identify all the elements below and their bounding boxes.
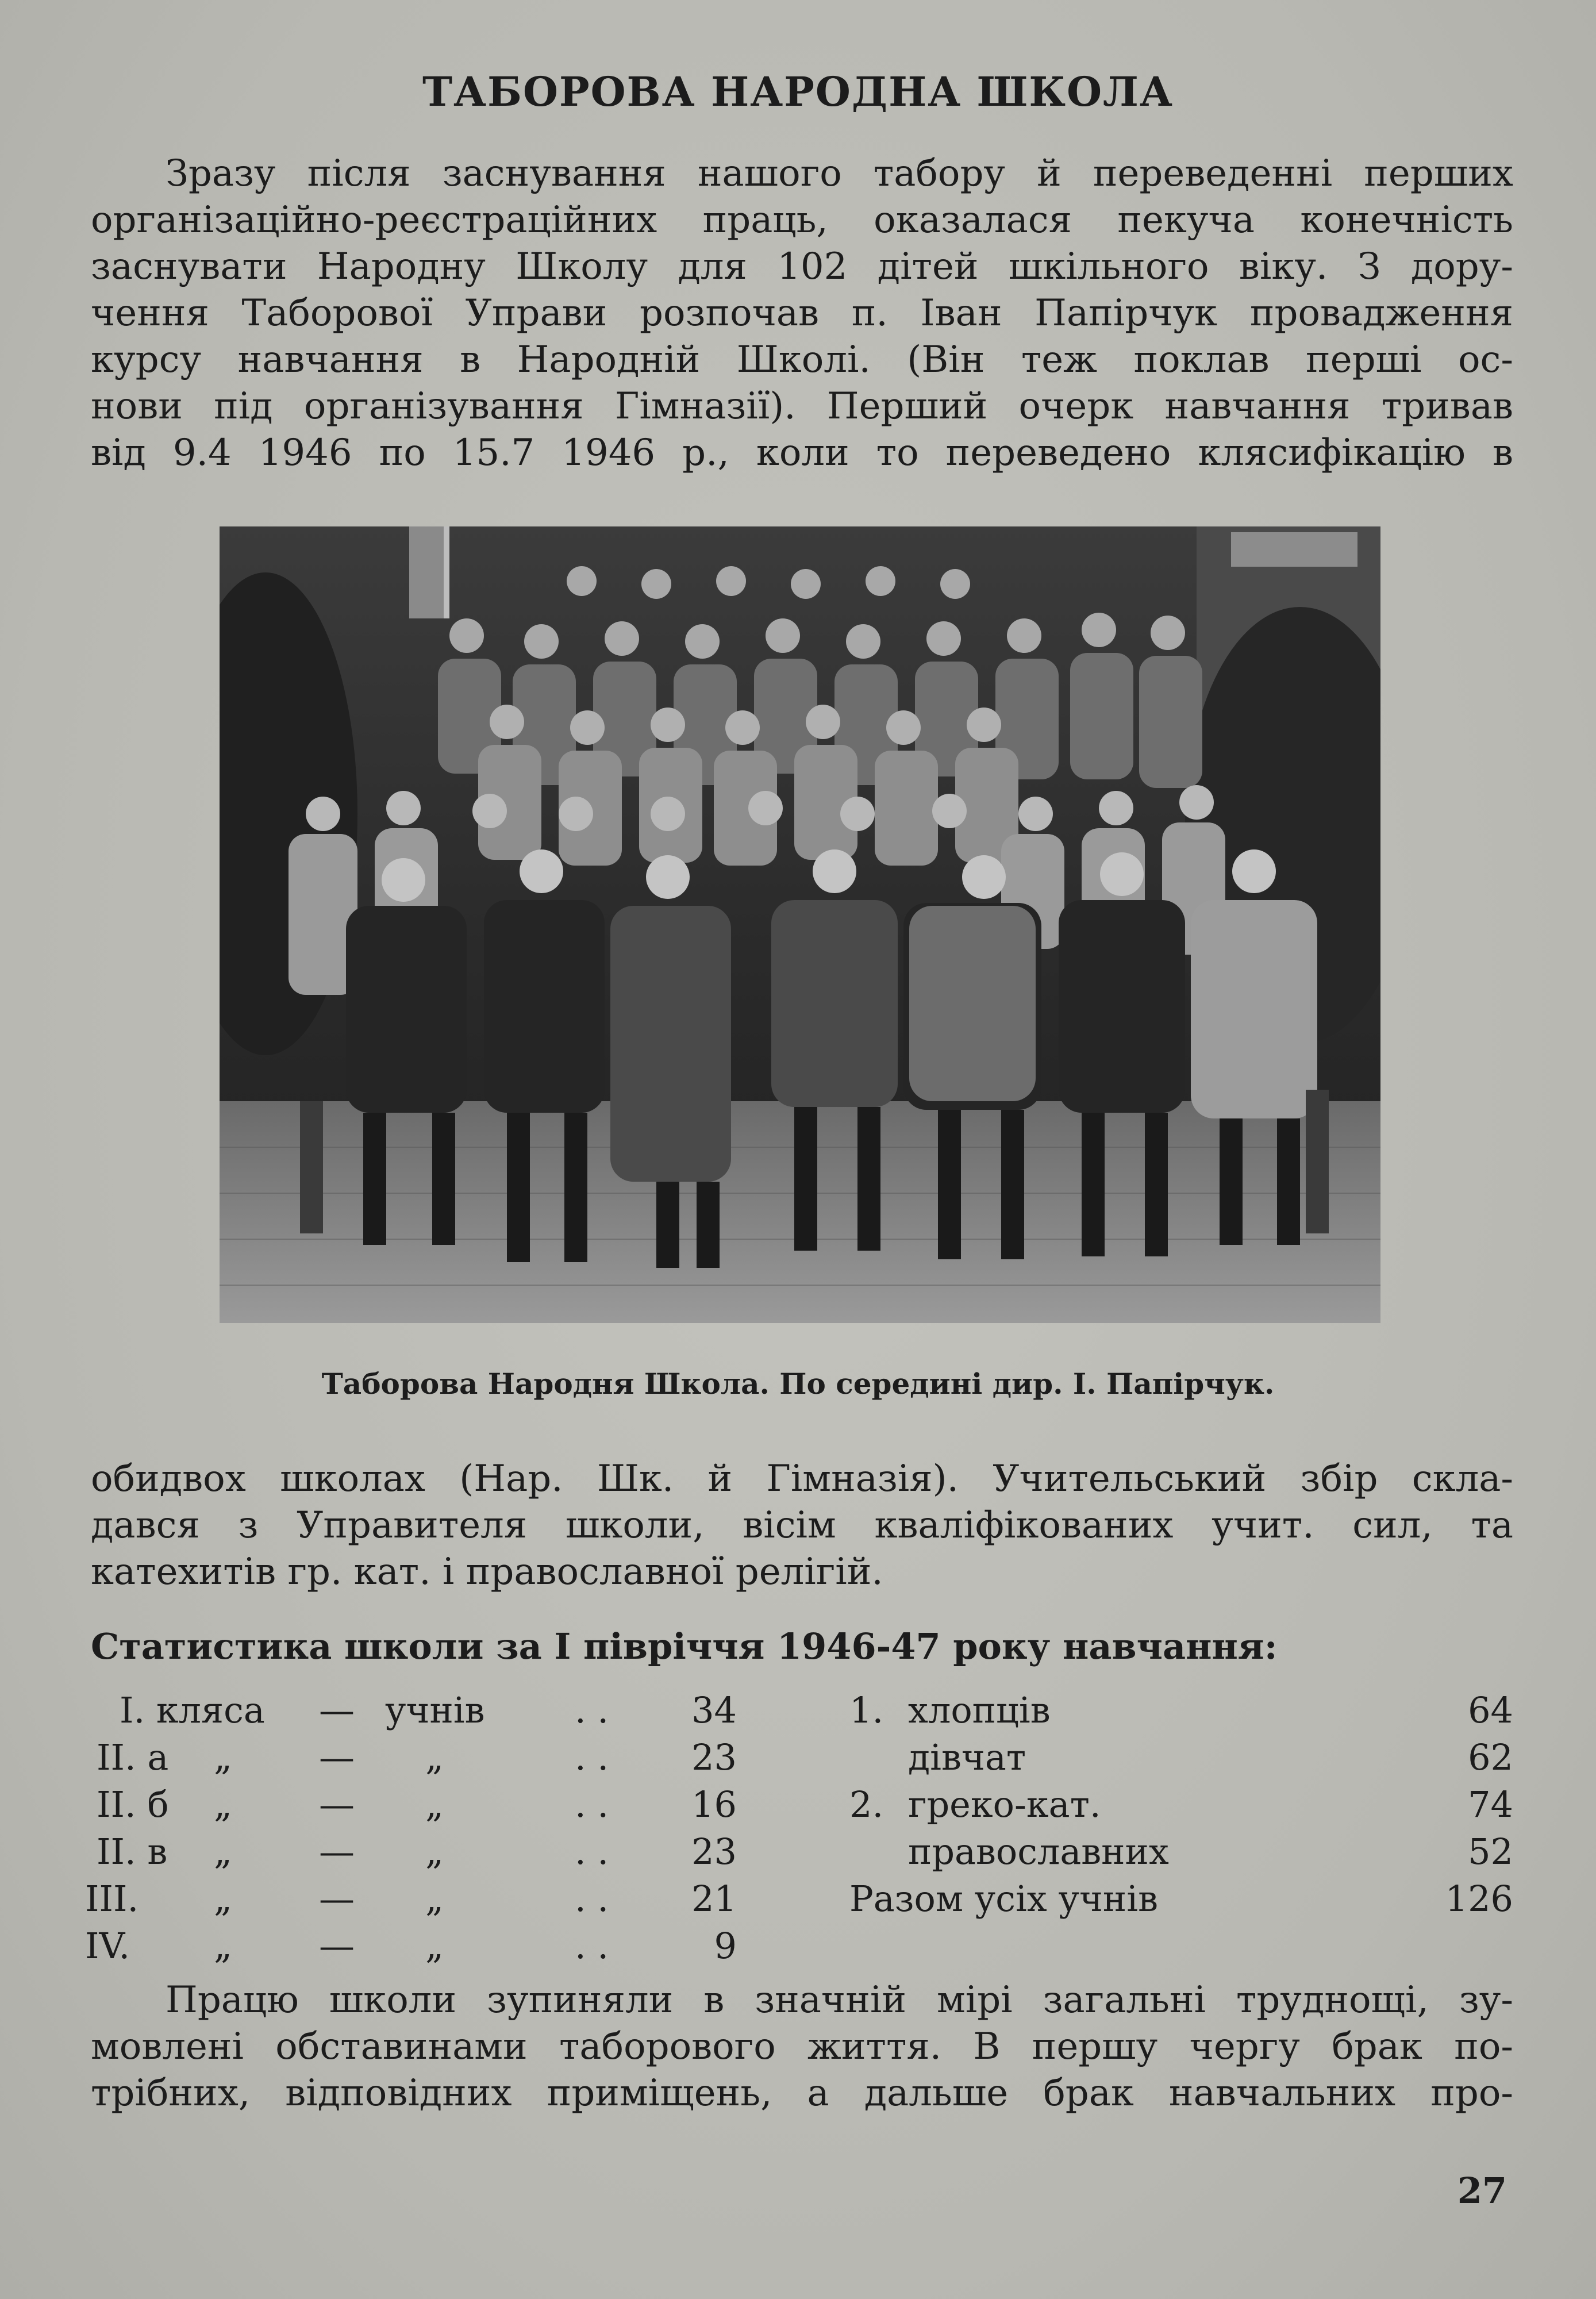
class-dots: . . [575,1925,609,1967]
text-line: нови під організування Гімназії). Перший очерк навчання тривав [91,385,1513,428]
class-row [0,1828,805,1875]
text-line: Працю школи зупиняли в значній мірі загальні труднощі, зу- [166,1979,1513,2021]
class-dots: . . [575,1736,609,1778]
class-ditto: „ [214,1925,233,1967]
breakdown-total-row [849,1875,1513,1923]
class-dots: . . [575,1831,609,1873]
text-line: обидвох школах (Нар. Шк. й Гімназія). Учительський збір скла- [91,1458,1513,1500]
breakdown-label: православних [908,1831,1169,1873]
class-dash: — [319,1831,355,1873]
class-dots: . . [575,1689,609,1731]
class-label: „ [425,1736,444,1778]
class-value: 16 [691,1783,737,1825]
class-value: 21 [691,1878,737,1920]
class-dash: — [319,1783,355,1825]
paragraph-2 [91,1456,1513,1596]
text-line: чення Таборової Управи розпочав п. Іван Папірчук провадження [91,292,1513,335]
breakdown-value: 52 [1468,1831,1513,1873]
class-ditto: „ [214,1736,233,1778]
breakdown-label: греко-кат. [908,1783,1101,1825]
class-row [0,1923,805,1970]
class-dots: . . [575,1878,609,1920]
class-dash: — [319,1878,355,1920]
text-line: трібних, відповідних приміщень, а дальше брак навчальних про- [91,2072,1513,2115]
breakdown-num: 2. [849,1783,884,1825]
text-line: дався з Управителя школи, вісім кваліфікованих учит. сил, та [91,1504,1513,1547]
class-row [0,1781,805,1828]
breakdown-label: дівчат [908,1736,1026,1778]
text-line: курсу навчання в Народній Школі. (Він теж поклав перші ос- [91,339,1513,381]
breakdown-label: Разом усіх учнів [849,1878,1158,1920]
group-photo-image [220,526,1380,1323]
breakdown-row [849,1781,1513,1828]
class-dash: — [319,1736,355,1778]
text-line: мовлені обставинами таборового життя. В першу чергу брак по- [91,2025,1513,2068]
breakdown-value: 62 [1468,1736,1513,1778]
text-line: заснувати Народну Школу для 102 дітей шкільного віку. З дору- [91,245,1513,288]
class-dots: . . [575,1783,609,1825]
class-row [0,1875,805,1923]
class-name: II. в [97,1831,168,1873]
breakdown-value: 126 [1445,1878,1513,1920]
text-line: організаційно-реєстраційних праць, оказалася пекуча конечність [91,199,1513,241]
class-label: „ [425,1925,444,1967]
page-title: ТАБОРОВА НАРОДНА ШКОЛА [422,68,1174,116]
class-name: II. а [97,1736,169,1778]
class-name: I. кляса [120,1689,265,1731]
breakdown-row [849,1828,1513,1875]
paragraph-1 [91,151,1513,476]
class-name: IV. [85,1925,130,1967]
statistics-heading: Статистика школи за I півріччя 1946-47 року навчання: [91,1625,1278,1667]
class-ditto: „ [214,1831,233,1873]
text-line: катехитів гр. кат. і православної релігій. [91,1551,883,1593]
text-line: від 9.4 1946 по 15.7 1946 р., коли то переведено клясифікацію в [91,432,1513,474]
class-name: II. б [97,1783,169,1825]
class-ditto: „ [214,1783,233,1825]
breakdown-label: хлопців [908,1689,1051,1731]
page-number: 27 [1457,2170,1507,2212]
class-row [0,1734,805,1781]
class-name: III. [85,1878,139,1920]
paragraph-3 [91,1977,1513,2117]
class-row [0,1687,805,1734]
photo-caption: Таборова Народня Школа. По середині дир. І. Папірчук. [321,1367,1275,1401]
breakdown-row [849,1687,1513,1734]
class-value: 23 [691,1736,737,1778]
class-label: „ [425,1831,444,1873]
group-photo [220,526,1380,1323]
text-line: Зразу після заснування нашого табору й переведенні перших [166,152,1513,195]
class-label: „ [425,1783,444,1825]
class-value: 23 [691,1831,737,1873]
class-dash: — [319,1689,355,1731]
class-label: учнів [385,1689,485,1731]
breakdown-num: 1. [849,1689,884,1731]
breakdown-value: 74 [1468,1783,1513,1825]
class-ditto: „ [214,1878,233,1920]
breakdown-value: 64 [1468,1689,1513,1731]
breakdown-row [849,1734,1513,1781]
class-value: 9 [714,1925,737,1967]
class-dash: — [319,1925,355,1967]
class-value: 34 [691,1689,737,1731]
class-label: „ [425,1878,444,1920]
